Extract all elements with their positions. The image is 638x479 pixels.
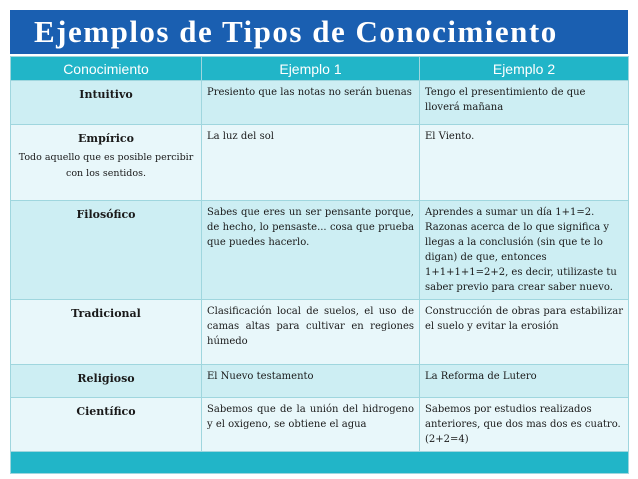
- example-1-cell: Presiento que las notas no serán buenas: [202, 81, 420, 125]
- table-row-empirico: [11, 125, 629, 201]
- row-label-text: Religioso: [77, 372, 135, 385]
- example-2-cell: Sabemos por estudios realizados anteriores, que dos mas dos es cuatro. (2+2=4): [420, 398, 629, 452]
- row-label: [11, 125, 202, 201]
- knowledge-types-table: [10, 56, 629, 474]
- example-2-cell: La Reforma de Lutero: [420, 365, 629, 398]
- row-label: [11, 365, 202, 398]
- example-1-cell: La luz del sol: [202, 125, 420, 201]
- header-ejemplo-1: Ejemplo 1: [202, 57, 420, 81]
- table-header-row: [11, 57, 629, 81]
- table-row-cientifico: [11, 398, 629, 452]
- footer-bar: [11, 452, 629, 474]
- row-label: [11, 300, 202, 365]
- row-label-description: Todo aquello que es posible percibir con los sentidos.: [18, 152, 194, 179]
- row-label-text: Empírico: [78, 132, 134, 145]
- row-label-text: Filosófico: [76, 208, 136, 221]
- example-2-cell: Construcción de obras para estabilizar el suelo y evitar la erosión: [420, 300, 629, 365]
- row-label: [11, 398, 202, 452]
- row-label-text: Científico: [76, 405, 136, 418]
- example-1-cell: Clasificación local de suelos, el uso de camas altas para cultivar en regiones húmedo: [202, 300, 420, 365]
- table-row-religioso: [11, 365, 629, 398]
- example-1-cell: El Nuevo testamento: [202, 365, 420, 398]
- example-2-cell: El Viento.: [420, 125, 629, 201]
- example-2-cell: Tengo el presentimiento de que lloverá mañana: [420, 81, 629, 125]
- example-1-cell: Sabes que eres un ser pensante porque, de hecho, lo pensaste... cosa que prueba que puedes hacerlo.: [202, 201, 420, 300]
- example-2-cell: Aprendes a sumar un día 1+1=2. Razonas acerca de lo que significa y llegas a la conclusión (sin que te lo digan) de que, entonces 1+1+1+1=2+2, es decir, utilizaste tu saber previo para crear saber nuevo.: [420, 201, 629, 300]
- row-label-text: Intuitivo: [79, 88, 133, 101]
- row-label: [11, 81, 202, 125]
- table-row-intuitivo: [11, 81, 629, 125]
- header-conocimiento: Conocimiento: [11, 57, 202, 81]
- table-footer-row: [11, 452, 629, 474]
- slide-title: Ejemplos de Tipos de Conocimiento: [10, 10, 628, 54]
- example-1-cell: Sabemos que de la unión del hidrogeno y el oxigeno, se obtiene el agua: [202, 398, 420, 452]
- table-row-tradicional: [11, 300, 629, 365]
- row-label: [11, 201, 202, 300]
- row-label-text: Tradicional: [71, 307, 141, 320]
- table-row-filosofico: [11, 201, 629, 300]
- header-ejemplo-2: Ejemplo 2: [420, 57, 629, 81]
